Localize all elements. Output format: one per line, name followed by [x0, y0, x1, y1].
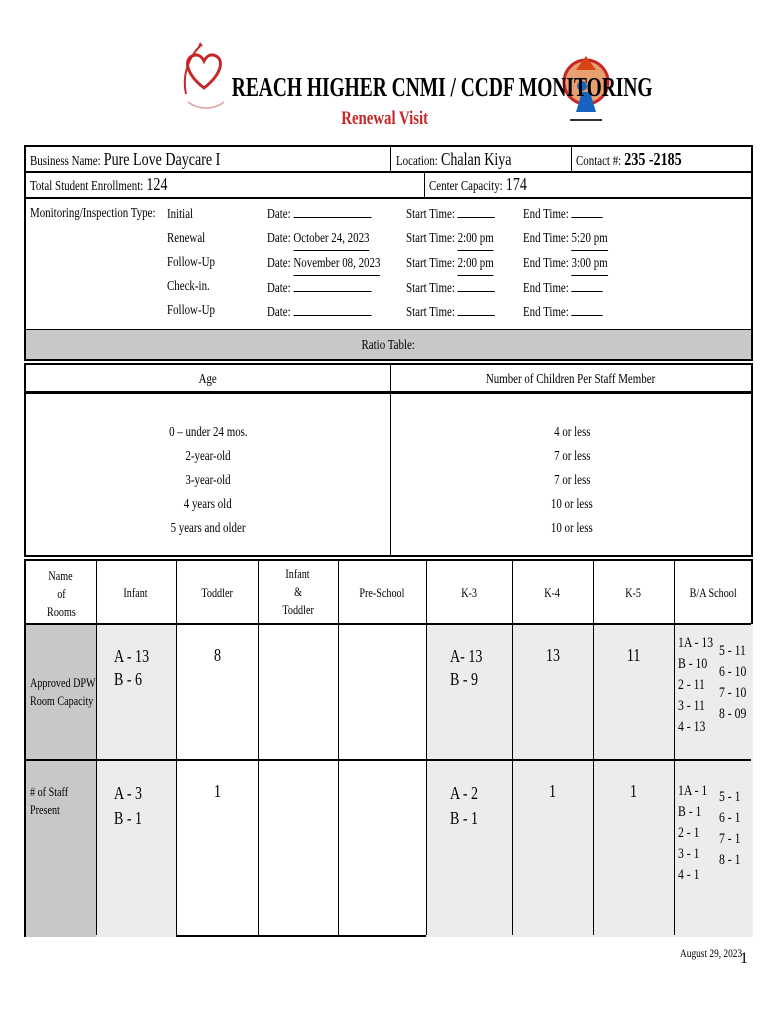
col-ba-school: B/A School	[689, 585, 738, 600]
capacity-value: 174	[505, 174, 527, 194]
staff-infant: A - 3 B - 1	[114, 783, 143, 828]
staff-ba-right: 5 - 1 6 - 1 7 - 1 8 - 1	[719, 789, 741, 868]
location-value: Chalan Kiya	[440, 149, 512, 169]
page-subtitle: Renewal Visit	[341, 108, 429, 129]
approved-k3: A- 13 B - 9	[450, 646, 483, 689]
ratio-column-headers: Age Number of Children Per Staff Member	[24, 363, 753, 393]
approved-ba-left: 1A - 13 B - 10 2 - 11 3 - 11 4 - 13	[678, 635, 714, 735]
rooms-table	[24, 559, 753, 937]
enrollment-value: 124	[146, 174, 168, 194]
col-infant-toddler: Infant & Toddler	[282, 566, 314, 617]
footer-date: August 29, 2023	[680, 946, 743, 960]
approved-ba-right: 5 - 11 6 - 10 7 - 10 8 - 09	[719, 643, 747, 722]
staff-k5: 1	[629, 781, 638, 801]
rooms-name-header: Name of Rooms	[46, 568, 76, 619]
business-name-value: Pure Love Daycare I	[103, 149, 221, 169]
col-k4: K-4	[544, 585, 561, 600]
monitoring-dates: Date: Date: October 24, 2023 Date: November 08, 2023 Date: Date:	[267, 207, 381, 320]
staff-k3: A - 2 B - 1	[450, 783, 479, 828]
ratio-ages: 0 – under 24 mos. 2-year-old 3-year-old 4 years old 5 years and older	[168, 425, 248, 536]
contact-value: 235 -2185	[624, 149, 682, 169]
ratio-children: 4 or less 7 or less 7 or less 10 or less 10 or less	[551, 425, 593, 536]
staff-toddler: 1	[213, 781, 221, 801]
approved-toddler: 8	[213, 645, 221, 665]
monitoring-label: Monitoring/Inspection Type:	[30, 206, 156, 221]
approved-infant: A - 13 B - 6	[114, 646, 150, 689]
approved-k5: 11	[626, 645, 641, 665]
monitoring-section	[24, 197, 753, 331]
monitoring-end-times: End Time: End Time: 5:20 pm End Time: 3:00 pm End Time: End Time:	[523, 207, 608, 320]
col-preschool: Pre-School	[359, 585, 405, 600]
enrollment-row: Total Student Enrollment: 124 Center Capacity: 174	[24, 171, 753, 199]
approved-k4: 13	[545, 645, 560, 665]
ratio-table-header: Ratio Table:	[24, 329, 753, 361]
staff-label: # of Staff Present	[30, 784, 69, 817]
page-title: REACH HIGHER CNMI / CCDF MONITORING	[231, 72, 653, 102]
ratio-values	[24, 393, 753, 557]
business-row: Business Name: Pure Love Daycare I Location: Chalan Kiya Contact #: 235 -2185	[24, 145, 753, 173]
staff-ba-left: 1A - 1 B - 1 2 - 1 3 - 1 4 - 1	[678, 783, 708, 883]
approved-label: Approved DPW Room Capacity	[30, 675, 96, 708]
col-infant: Infant	[123, 585, 149, 600]
staff-k4: 1	[548, 781, 557, 801]
col-k3: K-3	[461, 585, 477, 600]
page-number: 1	[740, 950, 748, 967]
col-k5: K-5	[625, 585, 642, 600]
monitoring-start-times: Start Time: Start Time: 2:00 pm Start Time: 2:00 pm Start Time: Start Time:	[406, 207, 494, 320]
col-toddler: Toddler	[201, 585, 233, 600]
monitoring-types: Initial Renewal Follow-Up Check-in. Follow-Up	[167, 207, 215, 318]
